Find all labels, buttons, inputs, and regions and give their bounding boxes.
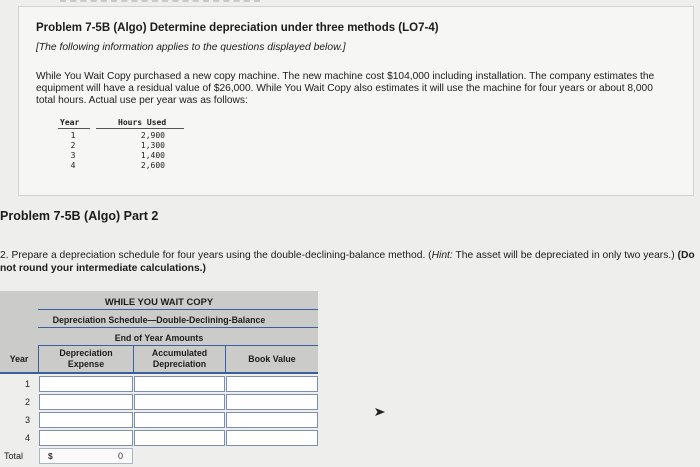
usage-header-rule xyxy=(58,128,184,129)
book-value-input[interactable] xyxy=(226,430,318,446)
usage-year-header: Year xyxy=(60,118,80,127)
year-label: 2 xyxy=(24,397,30,407)
usage-hours-cell: 1,300 xyxy=(140,141,165,150)
top-edge-divider xyxy=(60,0,260,4)
col-header-accumulated-line2: Depreciation xyxy=(152,359,207,369)
total-label: Total xyxy=(4,451,24,461)
usage-year-cell: 2 xyxy=(70,141,76,150)
currency-symbol: $ xyxy=(48,451,53,461)
col-header-year: Year xyxy=(9,354,29,364)
question-hint: The asset will be depreciated in only two years.) xyxy=(452,250,675,261)
usage-year-cell: 4 xyxy=(70,161,76,170)
schedule-title: Depreciation Schedule—Double-Declining-Balance xyxy=(52,315,266,325)
col-header-expense-line1: Depreciation xyxy=(59,348,113,358)
col-header-expense-line2: Expense xyxy=(67,359,105,369)
total-depreciation-value: 0 xyxy=(118,451,124,461)
part-title: Problem 7-5B (Algo) Part 2 xyxy=(0,209,159,223)
schedule-company: WHILE YOU WAIT COPY xyxy=(104,296,214,307)
accumulated-depreciation-input[interactable] xyxy=(134,412,225,428)
problem-description: While You Wait Copy purchased a new copy machine. The new machine cost $104,000 including installation. The company estimates the equipment will have a residual value of $26,000. While You Wait Copy also estimates it will use the machine for four years or about 8,000 total hours. Actual use per year was as follows: xyxy=(36,71,655,106)
year-label: 1 xyxy=(24,379,30,389)
question-text xyxy=(0,249,700,275)
usage-hours-cell: 2,900 xyxy=(140,131,165,140)
book-value-input[interactable] xyxy=(226,412,318,428)
mouse-pointer-icon xyxy=(374,404,386,422)
table-row xyxy=(0,429,318,447)
header-rule xyxy=(38,309,318,310)
usage-year-cell: 1 xyxy=(70,131,76,140)
accumulated-depreciation-input[interactable] xyxy=(134,376,225,392)
book-value-input[interactable] xyxy=(226,376,318,392)
usage-hours-cell: 2,600 xyxy=(140,161,165,170)
table-row xyxy=(0,375,318,393)
depreciation-expense-input[interactable] xyxy=(39,430,133,446)
header-rule xyxy=(38,345,318,346)
problem-title: Problem 7-5B (Algo) Determine depreciation under three methods (LO7-4) xyxy=(36,22,439,34)
usage-hours-header: Hours Used xyxy=(118,118,167,127)
usage-year-cell: 3 xyxy=(70,151,76,160)
depreciation-expense-input[interactable] xyxy=(39,394,133,410)
question-instruction: (Do not round your intermediate calculations.) xyxy=(0,250,695,274)
hint-label: Hint: xyxy=(431,250,453,261)
table-row xyxy=(0,411,318,429)
col-header-book-value: Book Value xyxy=(248,354,296,364)
header-bottom-rule xyxy=(0,372,318,374)
question-prefix: 2. Prepare a depreciation schedule for four years using the double-declining-balance method. ( xyxy=(0,250,432,261)
schedule-period: End of Year Amounts xyxy=(114,333,204,343)
depreciation-expense-input[interactable] xyxy=(39,376,133,392)
usage-hours-cell: 1,400 xyxy=(140,151,165,160)
accumulated-depreciation-input[interactable] xyxy=(134,430,225,446)
table-row xyxy=(0,393,318,411)
col-header-accumulated-line1: Accumulated xyxy=(151,348,208,358)
year-label: 3 xyxy=(24,415,30,425)
depreciation-expense-input[interactable] xyxy=(39,412,133,428)
book-value-input[interactable] xyxy=(226,394,318,410)
year-label: 4 xyxy=(24,433,30,443)
col-header-accumulated xyxy=(134,348,225,370)
accumulated-depreciation-input[interactable] xyxy=(134,394,225,410)
col-header-expense xyxy=(39,348,133,370)
header-rule xyxy=(38,327,318,328)
info-note: [The following information applies to the questions displayed below.] xyxy=(36,42,346,53)
